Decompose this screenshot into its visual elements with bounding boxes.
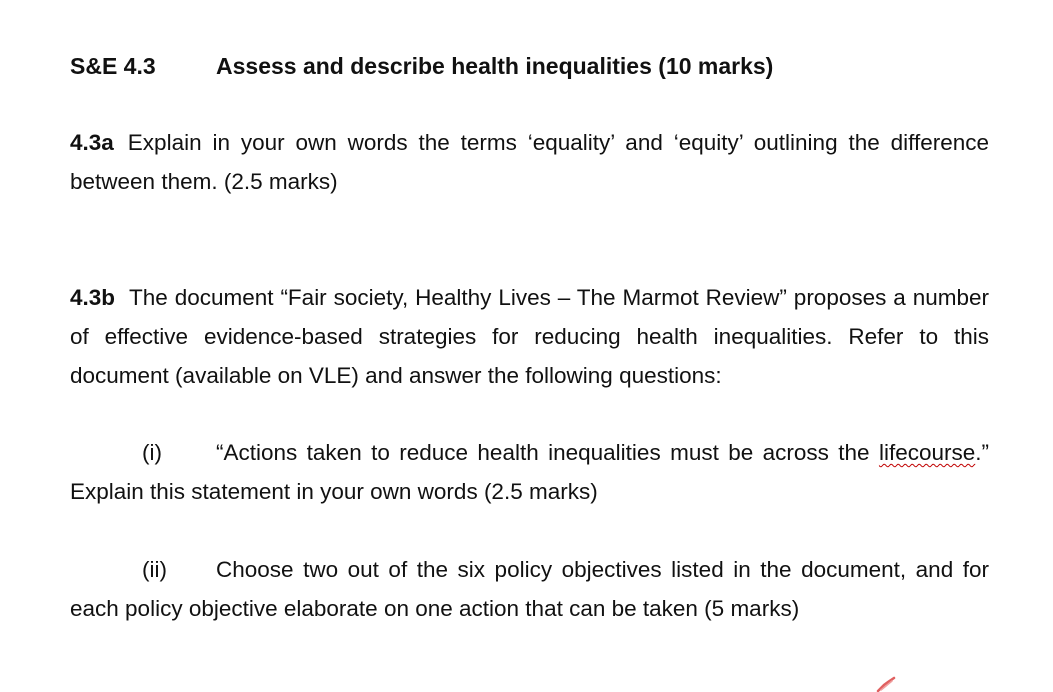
sub-question-text-end: .” Explain this statement in your own words (2.5 marks) (70, 440, 989, 504)
sub-question-i (70, 433, 989, 511)
sub-question-text: “Actions taken to reduce health inequalities must be across the (216, 440, 879, 465)
question-4-3b (70, 278, 989, 395)
red-pen-mark-icon (876, 676, 898, 692)
question-text: Explain in your own words the terms ‘equality’ and ‘equity’ outlining the difference between them. (2.5 marks) (70, 130, 989, 194)
sub-question-text: Choose two out of the six policy objectives listed in the document, and for each policy objective elaborate on one action that can be taken (5 marks) (70, 557, 989, 621)
question-number: 4.3a (70, 130, 114, 155)
sub-question-label: (i) (142, 440, 162, 465)
spellcheck-flagged-word[interactable]: lifecourse (878, 440, 976, 465)
sub-question-label: (ii) (142, 557, 167, 582)
question-text: The document “Fair society, Healthy Lives – The Marmot Review” proposes a number of effective evidence-based strategies for reducing health inequalities. Refer to this document (available on VLE) and answer the following questions: (70, 285, 989, 388)
section-code: S&E 4.3 (70, 53, 156, 79)
section-title: Assess and describe health inequalities (10 marks) (216, 53, 774, 79)
question-4-3a (70, 123, 989, 201)
sub-question-ii (70, 550, 989, 628)
document-page (70, 0, 990, 692)
section-heading (70, 50, 773, 82)
question-number: 4.3b (70, 285, 116, 310)
